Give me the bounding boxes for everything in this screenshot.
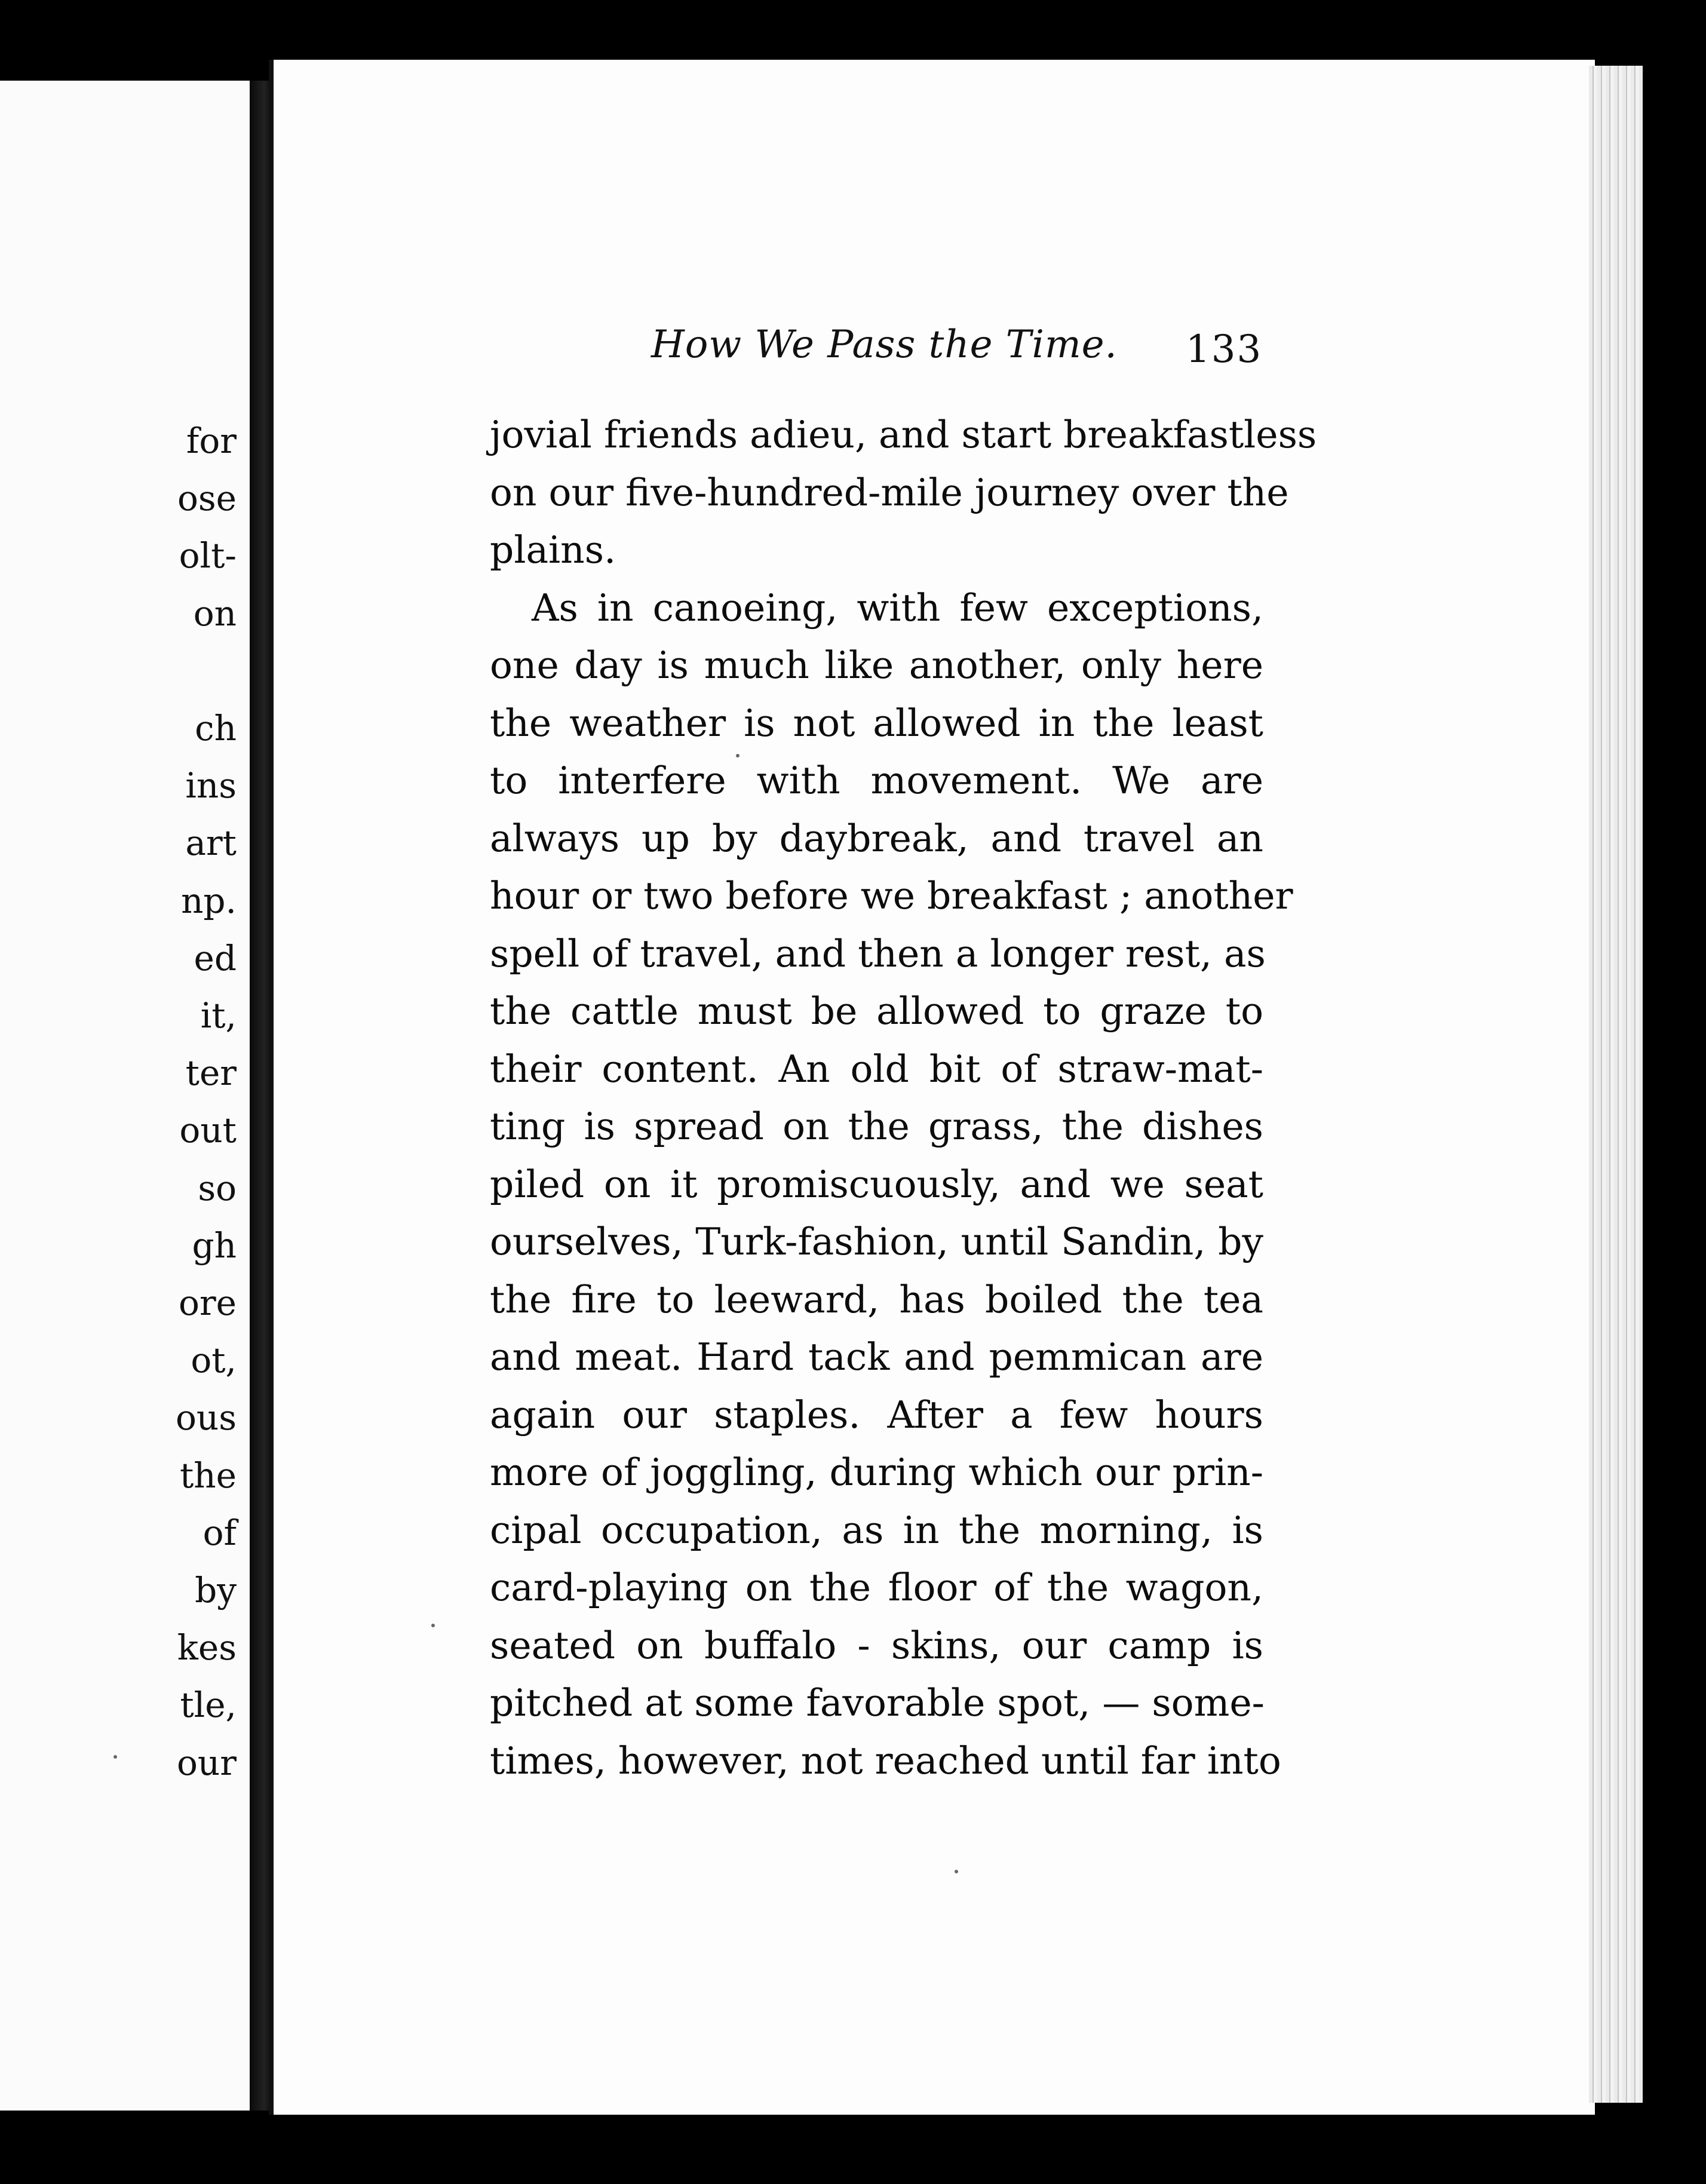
left-page-fragment: tle, [180,1685,237,1726]
left-page-fragment: ch [195,708,237,749]
text-line: ting is spread on the grass, the dishes [490,1105,1263,1148]
left-page-fragment: on [193,593,237,634]
text-line: on our five-hundred-mile journey over the [490,470,1289,514]
text-line: the cattle must be allowed to graze to [490,989,1263,1033]
left-page-fragment: ous [175,1397,237,1438]
text-line: the fire to leeward, has boiled the tea [490,1277,1263,1321]
text-line: and meat. Hard tack and pemmican are [490,1335,1263,1379]
left-page-fragment: ose [177,478,237,519]
text-line: their content. An old bit of straw-mat- [490,1047,1263,1091]
text-line: card-playing on the floor of the wagon, [490,1566,1263,1609]
left-page-fragment: the [180,1455,237,1496]
left-page-fragment: our [177,1742,237,1783]
left-page-fragment: art [185,823,237,864]
left-page-fragment: gh [192,1225,237,1266]
page-edges [1589,66,1643,2103]
text-line: one day is much like another, only here [490,643,1263,687]
left-page-fragment: ed [194,937,237,978]
text-line: As in canoeing, with few exceptions, [532,585,1263,630]
left-page-fragment: so [198,1167,237,1208]
left-page-fragment: of [202,1512,237,1553]
left-page-fragment: it, [200,995,237,1036]
text-line: to interfere with movement. We are [490,759,1263,802]
text-line: hour or two before we breakfast ; another [490,874,1293,918]
text-line: piled on it promiscuously, and we seat [490,1162,1263,1206]
text-line: again our staples. After a few hours [490,1392,1263,1437]
left-page-fragment: ter [185,1053,237,1094]
dust-speck [736,754,740,757]
left-page-fragment: out [179,1110,237,1151]
text-line: ourselves, Turk-fashion, until Sandin, by [490,1220,1263,1263]
text-line: cipal occupation, as in the morning, is [490,1508,1263,1552]
left-page-fragment: olt- [179,535,237,576]
left-page-fragment: np. [181,880,237,921]
text-line: spell of travel, and then a longer rest, as [490,931,1266,976]
dust-speck [431,1624,435,1627]
left-page-fragment: for [186,421,237,461]
running-head: How We Pass the Time. [651,323,1118,367]
dust-speck [955,1870,958,1873]
dust-speck [113,1755,117,1759]
left-page-fragment: ore [179,1283,237,1323]
left-facing-page [0,81,250,2111]
text-line: jovial friends adieu, and start breakfastless [490,413,1317,456]
left-page-fragment: ins [185,765,237,806]
text-line: the weather is not allowed in the least [490,701,1263,745]
text-line: seated on buffalo - skins, our camp is [490,1623,1263,1667]
text-line: always up by daybreak, and travel an [490,816,1263,860]
left-page-fragment: by [195,1570,237,1611]
left-page-fragment: ot, [191,1340,237,1381]
text-line: plains. [490,528,616,572]
text-line: times, however, not reached until far into [490,1738,1281,1783]
text-line: more of joggling, during which our prin- [490,1450,1263,1494]
page-number: 133 [1186,327,1263,372]
left-page-fragment: kes [177,1627,237,1668]
text-line: pitched at some favorable spot, — some- [490,1681,1265,1725]
